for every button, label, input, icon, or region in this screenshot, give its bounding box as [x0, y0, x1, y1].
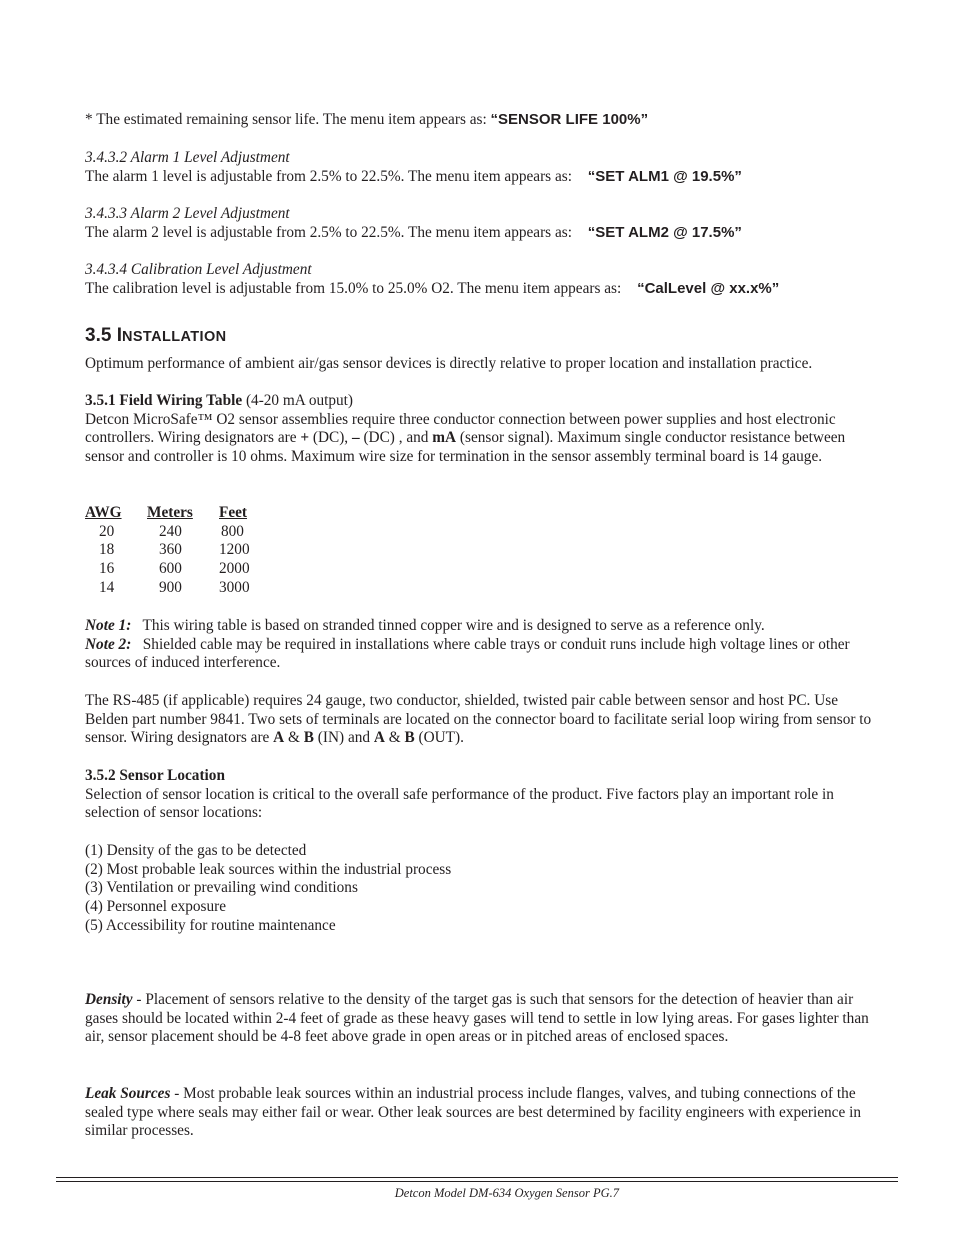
table-cell: 16 — [99, 560, 115, 578]
designator-b-in: B — [303, 729, 314, 747]
table-cell: 1200 — [219, 541, 250, 559]
rs485-paragraph — [85, 692, 875, 748]
calibration-menu-item: “CalLevel @ xx.x%” — [637, 279, 780, 297]
density-label: Density — [85, 991, 133, 1008]
leak-sources-text: - Most probable leak sources within an industrial process include flanges, valves, and tubing connections of the sealed type where seals may either fail or wear. Other leak sources are best determined by facility engineers with experience in similar processes. — [85, 1085, 861, 1140]
amp-out: & — [384, 729, 405, 747]
table-row — [85, 541, 271, 560]
note-2 — [85, 636, 875, 673]
note-1-text: This wiring table is based on stranded tinned copper wire and is designed to serve as a reference only. — [142, 617, 765, 634]
designator-a-in: A — [273, 729, 285, 747]
note-1-label: Note 1: — [85, 617, 132, 634]
designator-b-out: B — [404, 729, 415, 747]
note-1 — [85, 617, 875, 636]
density-paragraph — [85, 991, 875, 1047]
list-item: (4) Personnel exposure — [85, 897, 227, 915]
table-cell: 600 — [159, 560, 182, 578]
list-item: (3) Ventilation or prevailing wind conditions — [85, 879, 358, 897]
alarm1-paragraph — [85, 168, 875, 187]
alarm1-text: The alarm 1 level is adjustable from 2.5% to 22.5%. The menu item appears as: — [85, 167, 572, 185]
installation-first-letter: I — [116, 325, 122, 346]
field-wiring-section — [85, 392, 875, 467]
table-row — [85, 523, 271, 542]
table-row — [85, 579, 271, 598]
alarm2-menu-item: “SET ALM2 @ 17.5%” — [587, 223, 742, 241]
table-cell: 240 — [159, 522, 182, 540]
plus-designator: + — [300, 429, 310, 447]
out-text: (OUT). — [414, 729, 464, 747]
col-header-feet: Feet — [219, 504, 248, 521]
calibration-heading: 3.4.3.4 Calibration Level Adjustment — [85, 261, 312, 278]
calibration-paragraph — [85, 280, 875, 299]
table-cell: 3000 — [219, 578, 250, 596]
sensor-life-menu-item: “SENSOR LIFE 100%” — [490, 111, 649, 128]
sensor-location-section — [85, 767, 875, 935]
calibration-text: The calibration level is adjustable from 15.0% to 25.0% O2. The menu item appears as: — [85, 279, 622, 297]
designator-a-out: A — [373, 729, 385, 747]
wiring-text-c: (DC) , and — [359, 429, 433, 447]
wiring-table — [85, 504, 271, 598]
minus-designator: – — [351, 429, 360, 447]
alarm1-menu-item: “SET ALM1 @ 19.5%” — [587, 167, 742, 185]
table-cell: 360 — [159, 541, 182, 559]
field-wiring-heading-bold: 3.5.1 Field Wiring Table — [85, 392, 243, 409]
col-header-meters: Meters — [147, 504, 193, 521]
amp-in: & — [284, 729, 304, 747]
field-wiring-heading-rest: (4-20 mA output) — [242, 392, 354, 409]
table-cell: 20 — [99, 522, 115, 540]
table-cell: 18 — [99, 541, 115, 559]
alarm2-paragraph — [85, 224, 875, 243]
table-cell: 900 — [159, 578, 182, 596]
sensor-life-text: * The estimated remaining sensor life. The menu item appears as: — [85, 111, 487, 128]
alarm2-heading: 3.4.3.3 Alarm 2 Level Adjustment — [85, 205, 290, 222]
table-cell: 14 — [99, 578, 115, 596]
sensor-life-paragraph — [85, 111, 875, 130]
notes-block — [85, 617, 875, 673]
list-item: (5) Accessibility for routine maintenance — [85, 916, 336, 934]
installation-heading — [85, 325, 227, 347]
installation-rest: NSTALLATION — [121, 329, 227, 345]
footer-rule-top — [56, 1177, 898, 1178]
list-item: (1) Density of the gas to be detected — [85, 841, 307, 859]
alarm1-heading: 3.4.3.2 Alarm 1 Level Adjustment — [85, 149, 290, 166]
ma-designator: mA — [432, 429, 457, 447]
density-text: - Placement of sensors relative to the density of the target gas is such that sensors for the detection of heavier than air gases should be located within 2-4 feet of grade as these heavy gases will tend to settle in low lying areas. For gases lighter than air, sensor placement should be 4-8 feet above grade in open areas or in pitched areas of enclosed spaces. — [85, 991, 869, 1046]
wiring-text-b: (DC), — [309, 429, 352, 447]
wiring-text-a: Detcon MicroSafe™ O2 sensor assemblies require three conductor connection between power supplies and host electronic controllers. Wiring designators are — [85, 410, 836, 447]
page-footer: Detcon Model DM-634 Oxygen Sensor PG.7 — [394, 1186, 619, 1200]
leak-sources-label: Leak Sources — [85, 1085, 171, 1102]
installation-number: 3.5 — [85, 325, 112, 346]
alarm2-text: The alarm 2 level is adjustable from 2.5% to 22.5%. The menu item appears as: — [85, 223, 572, 241]
sensor-location-text: Selection of sensor location is critical to the overall safe performance of the product. Five factors play an important role in selection of sensor locations: — [85, 785, 834, 822]
table-row — [85, 560, 271, 579]
note-2-label: Note 2: — [85, 635, 132, 653]
sensor-location-heading: 3.5.2 Sensor Location — [85, 767, 225, 784]
calibration-section — [85, 261, 875, 298]
table-cell: 2000 — [219, 560, 250, 578]
field-wiring-paragraph — [85, 411, 875, 467]
leak-sources-paragraph — [85, 1085, 875, 1141]
location-factors-list — [85, 842, 875, 936]
wiring-text-d: (sensor signal). Maximum single conductor resistance between sensor and controller is 10 ohms. Maximum wire size for termination in the sensor assembly terminal board is 14 gauge. — [85, 429, 846, 466]
note-2-text: Shielded cable may be required in installations where cable trays or conduit runs include high voltage lines or other sources of induced interference. — [85, 635, 850, 672]
wiring-table-header — [85, 504, 271, 523]
list-item: (2) Most probable leak sources within the industrial process — [85, 860, 452, 878]
footer-rule-bottom — [56, 1181, 898, 1182]
rs485-text: The RS-485 (if applicable) requires 24 gauge, two conductor, shielded, twisted pair cable between sensor and host PC. Use Belden part number 9841. Two sets of terminals are located on the connector board to facilitate serial loop wiring from sensor to sensor. Wiring designators are — [85, 692, 872, 747]
alarm2-section — [85, 205, 875, 242]
field-wiring-heading — [85, 392, 875, 411]
table-cell: 800 — [221, 522, 244, 540]
in-text: (IN) and — [313, 729, 374, 747]
alarm1-section — [85, 149, 875, 186]
installation-intro: Optimum performance of ambient air/gas sensor devices is directly relative to proper location and installation practice. — [85, 355, 813, 372]
col-header-awg: AWG — [85, 504, 122, 521]
